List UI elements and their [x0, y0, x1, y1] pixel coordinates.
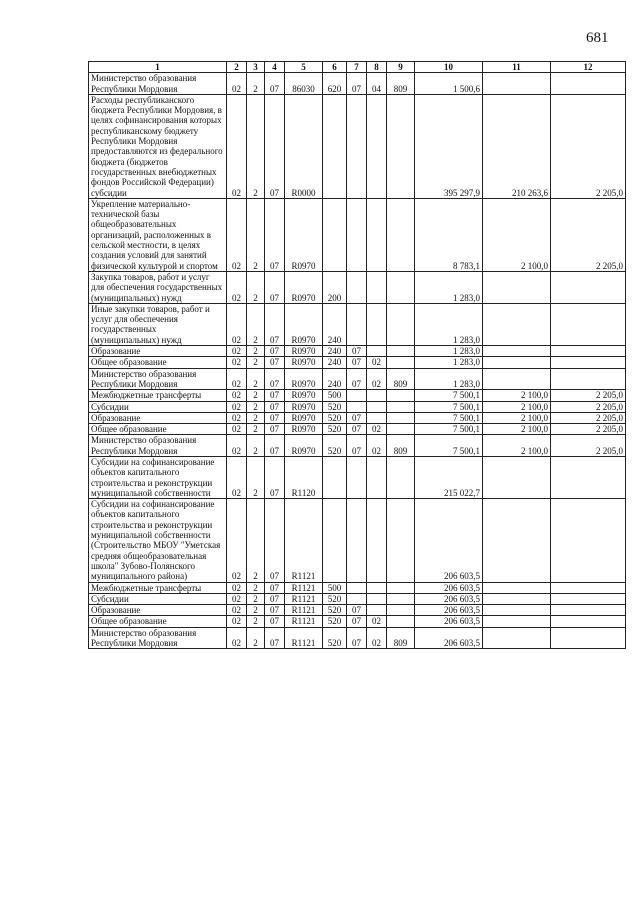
ministry-code: 809: [387, 73, 415, 95]
expense-type: 520: [323, 412, 347, 423]
column-header-4: 4: [265, 62, 285, 73]
table-row: [89, 593, 626, 604]
subsection: [367, 456, 387, 498]
target-article: R0970: [285, 357, 323, 368]
table-row: [89, 412, 626, 423]
code-col-4: 07: [265, 582, 285, 593]
code-col-3: 2: [247, 582, 265, 593]
code-col-3: 2: [247, 390, 265, 401]
target-article: R0970: [285, 435, 323, 457]
column-header-11: 11: [483, 62, 551, 73]
target-article: R1121: [285, 605, 323, 616]
section: [347, 456, 367, 498]
table-row: [89, 357, 626, 368]
table-row: [89, 271, 626, 303]
code-col-3: 2: [247, 401, 265, 412]
code-col-3: 2: [247, 346, 265, 357]
section: [347, 401, 367, 412]
code-col-3: 2: [247, 271, 265, 303]
table-row: [89, 435, 626, 457]
code-col-2: 02: [227, 357, 247, 368]
subsection: [367, 94, 387, 198]
code-col-4: 07: [265, 499, 285, 582]
amount-col-12: [551, 303, 626, 345]
code-col-2: 02: [227, 499, 247, 582]
section: 07: [347, 424, 367, 435]
subsection: 02: [367, 357, 387, 368]
code-col-3: 2: [247, 627, 265, 649]
target-article: 86030: [285, 73, 323, 95]
row-name: Министерство образования Республики Мордовия: [89, 627, 227, 649]
code-col-2: 02: [227, 271, 247, 303]
code-col-4: 07: [265, 198, 285, 271]
amount-col-10: 7 500,1: [415, 412, 483, 423]
target-article: R1121: [285, 627, 323, 649]
amount-col-11: [483, 616, 551, 627]
code-col-3: 2: [247, 435, 265, 457]
amount-col-12: [551, 605, 626, 616]
section: 07: [347, 616, 367, 627]
code-col-4: 07: [265, 412, 285, 423]
page-number: 681: [586, 30, 609, 46]
amount-col-12: [551, 499, 626, 582]
amount-col-12: 2 205,0: [551, 401, 626, 412]
section: 07: [347, 73, 367, 95]
code-col-4: 07: [265, 424, 285, 435]
amount-col-11: [483, 582, 551, 593]
amount-col-11: 2 100,0: [483, 401, 551, 412]
code-col-4: 07: [265, 627, 285, 649]
ministry-code: [387, 582, 415, 593]
table-row: [89, 499, 626, 582]
section: [347, 499, 367, 582]
table-row: [89, 390, 626, 401]
amount-col-10: 7 500,1: [415, 435, 483, 457]
section: 07: [347, 357, 367, 368]
amount-col-12: 2 205,0: [551, 435, 626, 457]
section: 07: [347, 605, 367, 616]
subsection: [367, 605, 387, 616]
section: [347, 593, 367, 604]
expense-type: 520: [323, 401, 347, 412]
expense-type: 500: [323, 582, 347, 593]
table-row: [89, 582, 626, 593]
code-col-2: 02: [227, 582, 247, 593]
ministry-code: [387, 271, 415, 303]
ministry-code: [387, 499, 415, 582]
amount-col-11: [483, 499, 551, 582]
amount-col-11: [483, 605, 551, 616]
code-col-4: 07: [265, 368, 285, 390]
ministry-code: [387, 390, 415, 401]
subsection: 02: [367, 424, 387, 435]
amount-col-12: 2 205,0: [551, 424, 626, 435]
code-col-2: 02: [227, 198, 247, 271]
amount-col-11: [483, 627, 551, 649]
code-col-3: 2: [247, 616, 265, 627]
code-col-4: 07: [265, 616, 285, 627]
ministry-code: [387, 456, 415, 498]
amount-col-12: 2 205,0: [551, 94, 626, 198]
row-name: Межбюджетные трансферты: [89, 390, 227, 401]
amount-col-10: 1 283,0: [415, 346, 483, 357]
table-row: [89, 605, 626, 616]
row-name: Образование: [89, 346, 227, 357]
table-row: [89, 456, 626, 498]
amount-col-11: 210 263,6: [483, 94, 551, 198]
section: 07: [347, 627, 367, 649]
column-header-6: 6: [323, 62, 347, 73]
expense-type: 520: [323, 616, 347, 627]
ministry-code: [387, 593, 415, 604]
code-col-3: 2: [247, 357, 265, 368]
amount-col-12: [551, 346, 626, 357]
target-article: R1120: [285, 456, 323, 498]
table-row: [89, 401, 626, 412]
expense-type: [323, 456, 347, 498]
expense-type: [323, 198, 347, 271]
code-col-2: 02: [227, 627, 247, 649]
column-header-5: 5: [285, 62, 323, 73]
target-article: R0970: [285, 424, 323, 435]
code-col-3: 2: [247, 368, 265, 390]
amount-col-12: [551, 593, 626, 604]
code-col-3: 2: [247, 73, 265, 95]
section: [347, 198, 367, 271]
subsection: [367, 593, 387, 604]
subsection: [367, 499, 387, 582]
row-name: Субсидии: [89, 593, 227, 604]
ministry-code: [387, 357, 415, 368]
amount-col-11: [483, 368, 551, 390]
ministry-code: [387, 616, 415, 627]
code-col-4: 07: [265, 456, 285, 498]
amount-col-11: [483, 456, 551, 498]
code-col-2: 02: [227, 73, 247, 95]
expense-type: 520: [323, 424, 347, 435]
amount-col-11: [483, 271, 551, 303]
column-header-10: 10: [415, 62, 483, 73]
row-name: Субсидии: [89, 401, 227, 412]
table-row: [89, 424, 626, 435]
column-header-7: 7: [347, 62, 367, 73]
amount-col-10: 206 603,5: [415, 582, 483, 593]
target-article: R1121: [285, 593, 323, 604]
amount-col-10: 1 283,0: [415, 368, 483, 390]
column-header-3: 3: [247, 62, 265, 73]
expense-type: [323, 499, 347, 582]
section: [347, 303, 367, 345]
target-article: R1121: [285, 499, 323, 582]
code-col-2: 02: [227, 616, 247, 627]
code-col-2: 02: [227, 456, 247, 498]
code-col-3: 2: [247, 499, 265, 582]
code-col-4: 07: [265, 303, 285, 345]
table-row: [89, 616, 626, 627]
code-col-4: 07: [265, 346, 285, 357]
subsection: [367, 346, 387, 357]
target-article: R0970: [285, 368, 323, 390]
section: [347, 390, 367, 401]
header-row: [89, 62, 626, 73]
amount-col-10: 1 283,0: [415, 271, 483, 303]
code-col-2: 02: [227, 593, 247, 604]
amount-col-11: 2 100,0: [483, 424, 551, 435]
section: [347, 271, 367, 303]
code-col-2: 02: [227, 346, 247, 357]
amount-col-11: [483, 73, 551, 95]
amount-col-11: 2 100,0: [483, 412, 551, 423]
expense-type: 240: [323, 303, 347, 345]
subsection: [367, 401, 387, 412]
row-name: Закупка товаров, работ и услуг для обеспечения государственных (муниципальных) нужд: [89, 271, 227, 303]
target-article: R1121: [285, 616, 323, 627]
expense-type: 240: [323, 357, 347, 368]
subsection: 02: [367, 627, 387, 649]
section: 07: [347, 435, 367, 457]
row-name: Общее образование: [89, 424, 227, 435]
code-col-3: 2: [247, 593, 265, 604]
row-name: Образование: [89, 412, 227, 423]
expense-type: 500: [323, 390, 347, 401]
target-article: R0970: [285, 401, 323, 412]
row-name: Расходы республиканского бюджета Республики Мордовия, в целях софинансирования которых республиканскому бюджету Республики Мордовия предоставляются из федерального бюджета (бюджетов государственных внебюджетных фондов Российской Федерации) субсидии: [89, 94, 227, 198]
ministry-code: [387, 303, 415, 345]
row-name: Субсидии на софинансирование объектов капитального строительства и реконструкции муниципальной собственности: [89, 456, 227, 498]
code-col-3: 2: [247, 456, 265, 498]
amount-col-11: 2 100,0: [483, 435, 551, 457]
expense-type: 520: [323, 593, 347, 604]
section: 07: [347, 368, 367, 390]
target-article: R0970: [285, 303, 323, 345]
amount-col-12: [551, 456, 626, 498]
amount-col-10: 8 783,1: [415, 198, 483, 271]
expense-type: 240: [323, 368, 347, 390]
amount-col-11: 2 100,0: [483, 198, 551, 271]
code-col-3: 2: [247, 198, 265, 271]
section: [347, 94, 367, 198]
subsection: [367, 412, 387, 423]
amount-col-12: 2 205,0: [551, 412, 626, 423]
column-header-1: 1: [89, 62, 227, 73]
table-row: [89, 346, 626, 357]
row-name: Образование: [89, 605, 227, 616]
ministry-code: [387, 605, 415, 616]
row-name: Межбюджетные трансферты: [89, 582, 227, 593]
ministry-code: [387, 198, 415, 271]
subsection: 02: [367, 435, 387, 457]
expense-type: 520: [323, 435, 347, 457]
subsection: [367, 303, 387, 345]
code-col-4: 07: [265, 605, 285, 616]
amount-col-12: [551, 616, 626, 627]
ministry-code: [387, 412, 415, 423]
amount-col-11: [483, 303, 551, 345]
code-col-2: 02: [227, 303, 247, 345]
row-name: Министерство образования Республики Мордовия: [89, 368, 227, 390]
target-article: R1121: [285, 582, 323, 593]
amount-col-10: 215 022,7: [415, 456, 483, 498]
column-header-12: 12: [551, 62, 626, 73]
amount-col-10: 206 603,5: [415, 593, 483, 604]
amount-col-10: 206 603,5: [415, 627, 483, 649]
code-col-4: 07: [265, 357, 285, 368]
amount-col-11: [483, 593, 551, 604]
amount-col-12: [551, 73, 626, 95]
code-col-2: 02: [227, 401, 247, 412]
ministry-code: 809: [387, 627, 415, 649]
table-row: [89, 368, 626, 390]
code-col-4: 07: [265, 401, 285, 412]
row-name: Министерство образования Республики Мордовия: [89, 435, 227, 457]
amount-col-10: 206 603,5: [415, 605, 483, 616]
table-row: [89, 94, 626, 198]
row-name: Министерство образования Республики Мордовия: [89, 73, 227, 95]
column-header-8: 8: [367, 62, 387, 73]
section: 07: [347, 346, 367, 357]
row-name: Общее образование: [89, 357, 227, 368]
amount-col-10: 7 500,1: [415, 424, 483, 435]
code-col-2: 02: [227, 94, 247, 198]
expense-type: 240: [323, 346, 347, 357]
table-row: [89, 627, 626, 649]
row-name: Иные закупки товаров, работ и услуг для обеспечения государственных (муниципальных) нужд: [89, 303, 227, 345]
amount-col-11: [483, 357, 551, 368]
row-name: Общее образование: [89, 616, 227, 627]
code-col-2: 02: [227, 368, 247, 390]
table-row: [89, 198, 626, 271]
code-col-3: 2: [247, 412, 265, 423]
ministry-code: 809: [387, 435, 415, 457]
table-row: [89, 73, 626, 95]
amount-col-12: [551, 271, 626, 303]
target-article: R0970: [285, 390, 323, 401]
amount-col-10: 1 500,6: [415, 73, 483, 95]
subsection: 02: [367, 616, 387, 627]
amount-col-11: 2 100,0: [483, 390, 551, 401]
expense-type: [323, 94, 347, 198]
subsection: [367, 582, 387, 593]
ministry-code: [387, 401, 415, 412]
code-col-4: 07: [265, 390, 285, 401]
amount-col-10: 1 283,0: [415, 357, 483, 368]
code-col-4: 07: [265, 271, 285, 303]
amount-col-10: 206 603,5: [415, 499, 483, 582]
code-col-2: 02: [227, 412, 247, 423]
code-col-4: 07: [265, 435, 285, 457]
column-header-9: 9: [387, 62, 415, 73]
code-col-2: 02: [227, 435, 247, 457]
amount-col-10: 7 500,1: [415, 390, 483, 401]
row-name: Субсидии на софинансирование объектов капитального строительства и реконструкции муниципальной собственности (Строительство МБОУ "Уметская средняя общеобразовательная школа" Зубово-Полянского муниципального района): [89, 499, 227, 582]
code-col-3: 2: [247, 303, 265, 345]
expense-type: 520: [323, 605, 347, 616]
column-header-2: 2: [227, 62, 247, 73]
expense-type: 200: [323, 271, 347, 303]
ministry-code: [387, 424, 415, 435]
section: [347, 582, 367, 593]
target-article: R0970: [285, 271, 323, 303]
target-article: R0970: [285, 346, 323, 357]
subsection: [367, 390, 387, 401]
subsection: [367, 271, 387, 303]
code-col-4: 07: [265, 593, 285, 604]
ministry-code: [387, 346, 415, 357]
row-name: Укрепление материально-технической базы общеобразовательных организаций, расположенных в сельской местности, в целях создания условий для занятий физической культурой и спортом: [89, 198, 227, 271]
ministry-code: [387, 94, 415, 198]
amount-col-11: [483, 346, 551, 357]
code-col-2: 02: [227, 605, 247, 616]
amount-col-12: 2 205,0: [551, 390, 626, 401]
expense-type: 620: [323, 73, 347, 95]
amount-col-12: 2 205,0: [551, 198, 626, 271]
budget-table: [88, 61, 626, 649]
subsection: [367, 198, 387, 271]
ministry-code: 809: [387, 368, 415, 390]
amount-col-10: 7 500,1: [415, 401, 483, 412]
code-col-3: 2: [247, 605, 265, 616]
amount-col-12: [551, 627, 626, 649]
amount-col-12: [551, 357, 626, 368]
target-article: R0000: [285, 94, 323, 198]
target-article: R0970: [285, 198, 323, 271]
amount-col-12: [551, 368, 626, 390]
code-col-2: 02: [227, 390, 247, 401]
code-col-3: 2: [247, 424, 265, 435]
amount-col-10: 206 603,5: [415, 616, 483, 627]
subsection: 02: [367, 368, 387, 390]
target-article: R0970: [285, 412, 323, 423]
amount-col-12: [551, 582, 626, 593]
amount-col-10: 1 283,0: [415, 303, 483, 345]
subsection: 04: [367, 73, 387, 95]
expense-type: 520: [323, 627, 347, 649]
code-col-4: 07: [265, 94, 285, 198]
code-col-4: 07: [265, 73, 285, 95]
amount-col-10: 395 297,9: [415, 94, 483, 198]
table-row: [89, 303, 626, 345]
code-col-2: 02: [227, 424, 247, 435]
section: 07: [347, 412, 367, 423]
code-col-3: 2: [247, 94, 265, 198]
